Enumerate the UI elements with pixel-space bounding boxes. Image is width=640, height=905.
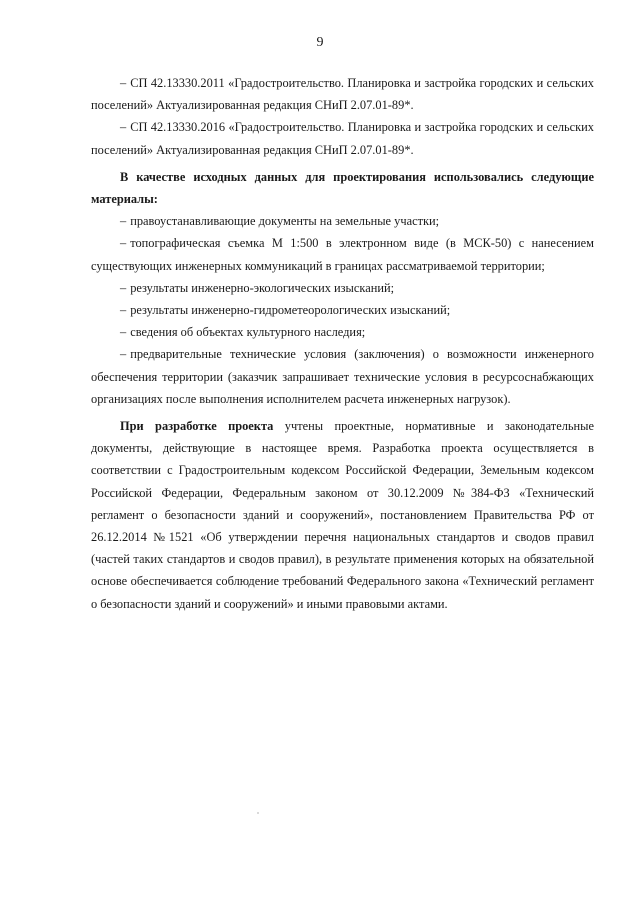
list-item (91, 116, 594, 160)
list-item-text: СП 42.13330.2011 «Градостроительство. Планировка и застройка городских и сельских поселений» Актуализированная редакция СНиП 2.07.01-89*. (91, 76, 594, 113)
list-item (91, 210, 594, 232)
list-item (91, 232, 594, 276)
section-heading: В качестве исходных данных для проектирования использовались следующие материалы: (91, 169, 594, 207)
list-item-text: результаты инженерно-экологических изысканий; (130, 280, 395, 295)
list-item (91, 343, 594, 410)
scan-artifact (257, 812, 259, 814)
dash-marker: – (120, 236, 127, 251)
list-item-text: предварительные технические условия (заключения) о возможности инженерного обеспечения территории (заказчик запрашивает технические условия в ресурсоснабжающих организациях после выполнения исполнителем расчета инженерных нагрузок). (91, 347, 594, 406)
list-item-text: топографическая съемка М 1:500 в электронном виде (в МСК-50) с нанесением существующих инженерных коммуникаций в границах рассматриваемой территории; (91, 236, 594, 273)
paragraph-lead: При разработке проекта (120, 419, 274, 434)
dash-marker: – (120, 325, 127, 340)
dash-marker: – (120, 214, 127, 229)
list-item (91, 321, 594, 343)
paragraph-text: учтены проектные, нормативные и законодательные документы, действующие в настоящее время. Разработка проекта осуществляется в соответствии с Градостроительным кодексом Российской Федерации, Земельным кодексом Российской Федерации, Федеральным законом от 30.12.2009 №384-ФЗ «Технический регламент о безопасности зданий и сооружений», постановлением Правительства РФ от 26.12.2014 №1521 «Об утверждении перечня национальных стандартов и сводов правил (частей таких стандартов и сводов правил), в результате применения которых на обязательной основе обеспечивается соблюдение требований Федерального закона «Технический регламент о безопасности зданий и сооружений» и иными правовыми актами. (91, 419, 594, 611)
dash-marker: – (120, 303, 127, 318)
list-item-text: результаты инженерно-гидрометеорологических изысканий; (130, 303, 451, 318)
dash-marker: – (120, 347, 127, 362)
list-item (91, 72, 594, 116)
page-body (91, 72, 594, 615)
list-item (91, 277, 594, 299)
dash-marker: – (120, 120, 127, 135)
list-item (91, 299, 594, 321)
dash-marker: – (120, 76, 127, 90)
page-number: 9 (316, 35, 324, 50)
list-item-text: сведения об объектах культурного наследия; (130, 325, 366, 340)
dash-marker: – (120, 280, 127, 295)
body-paragraph (91, 415, 594, 615)
list-item-text: правоустанавливающие документы на земельные участки; (130, 214, 440, 229)
list-item-text: СП 42.13330.2016 «Градостроительство. Планировка и застройка городских и сельских поселений» Актуализированная редакция СНиП 2.07.01-89*. (91, 120, 594, 157)
